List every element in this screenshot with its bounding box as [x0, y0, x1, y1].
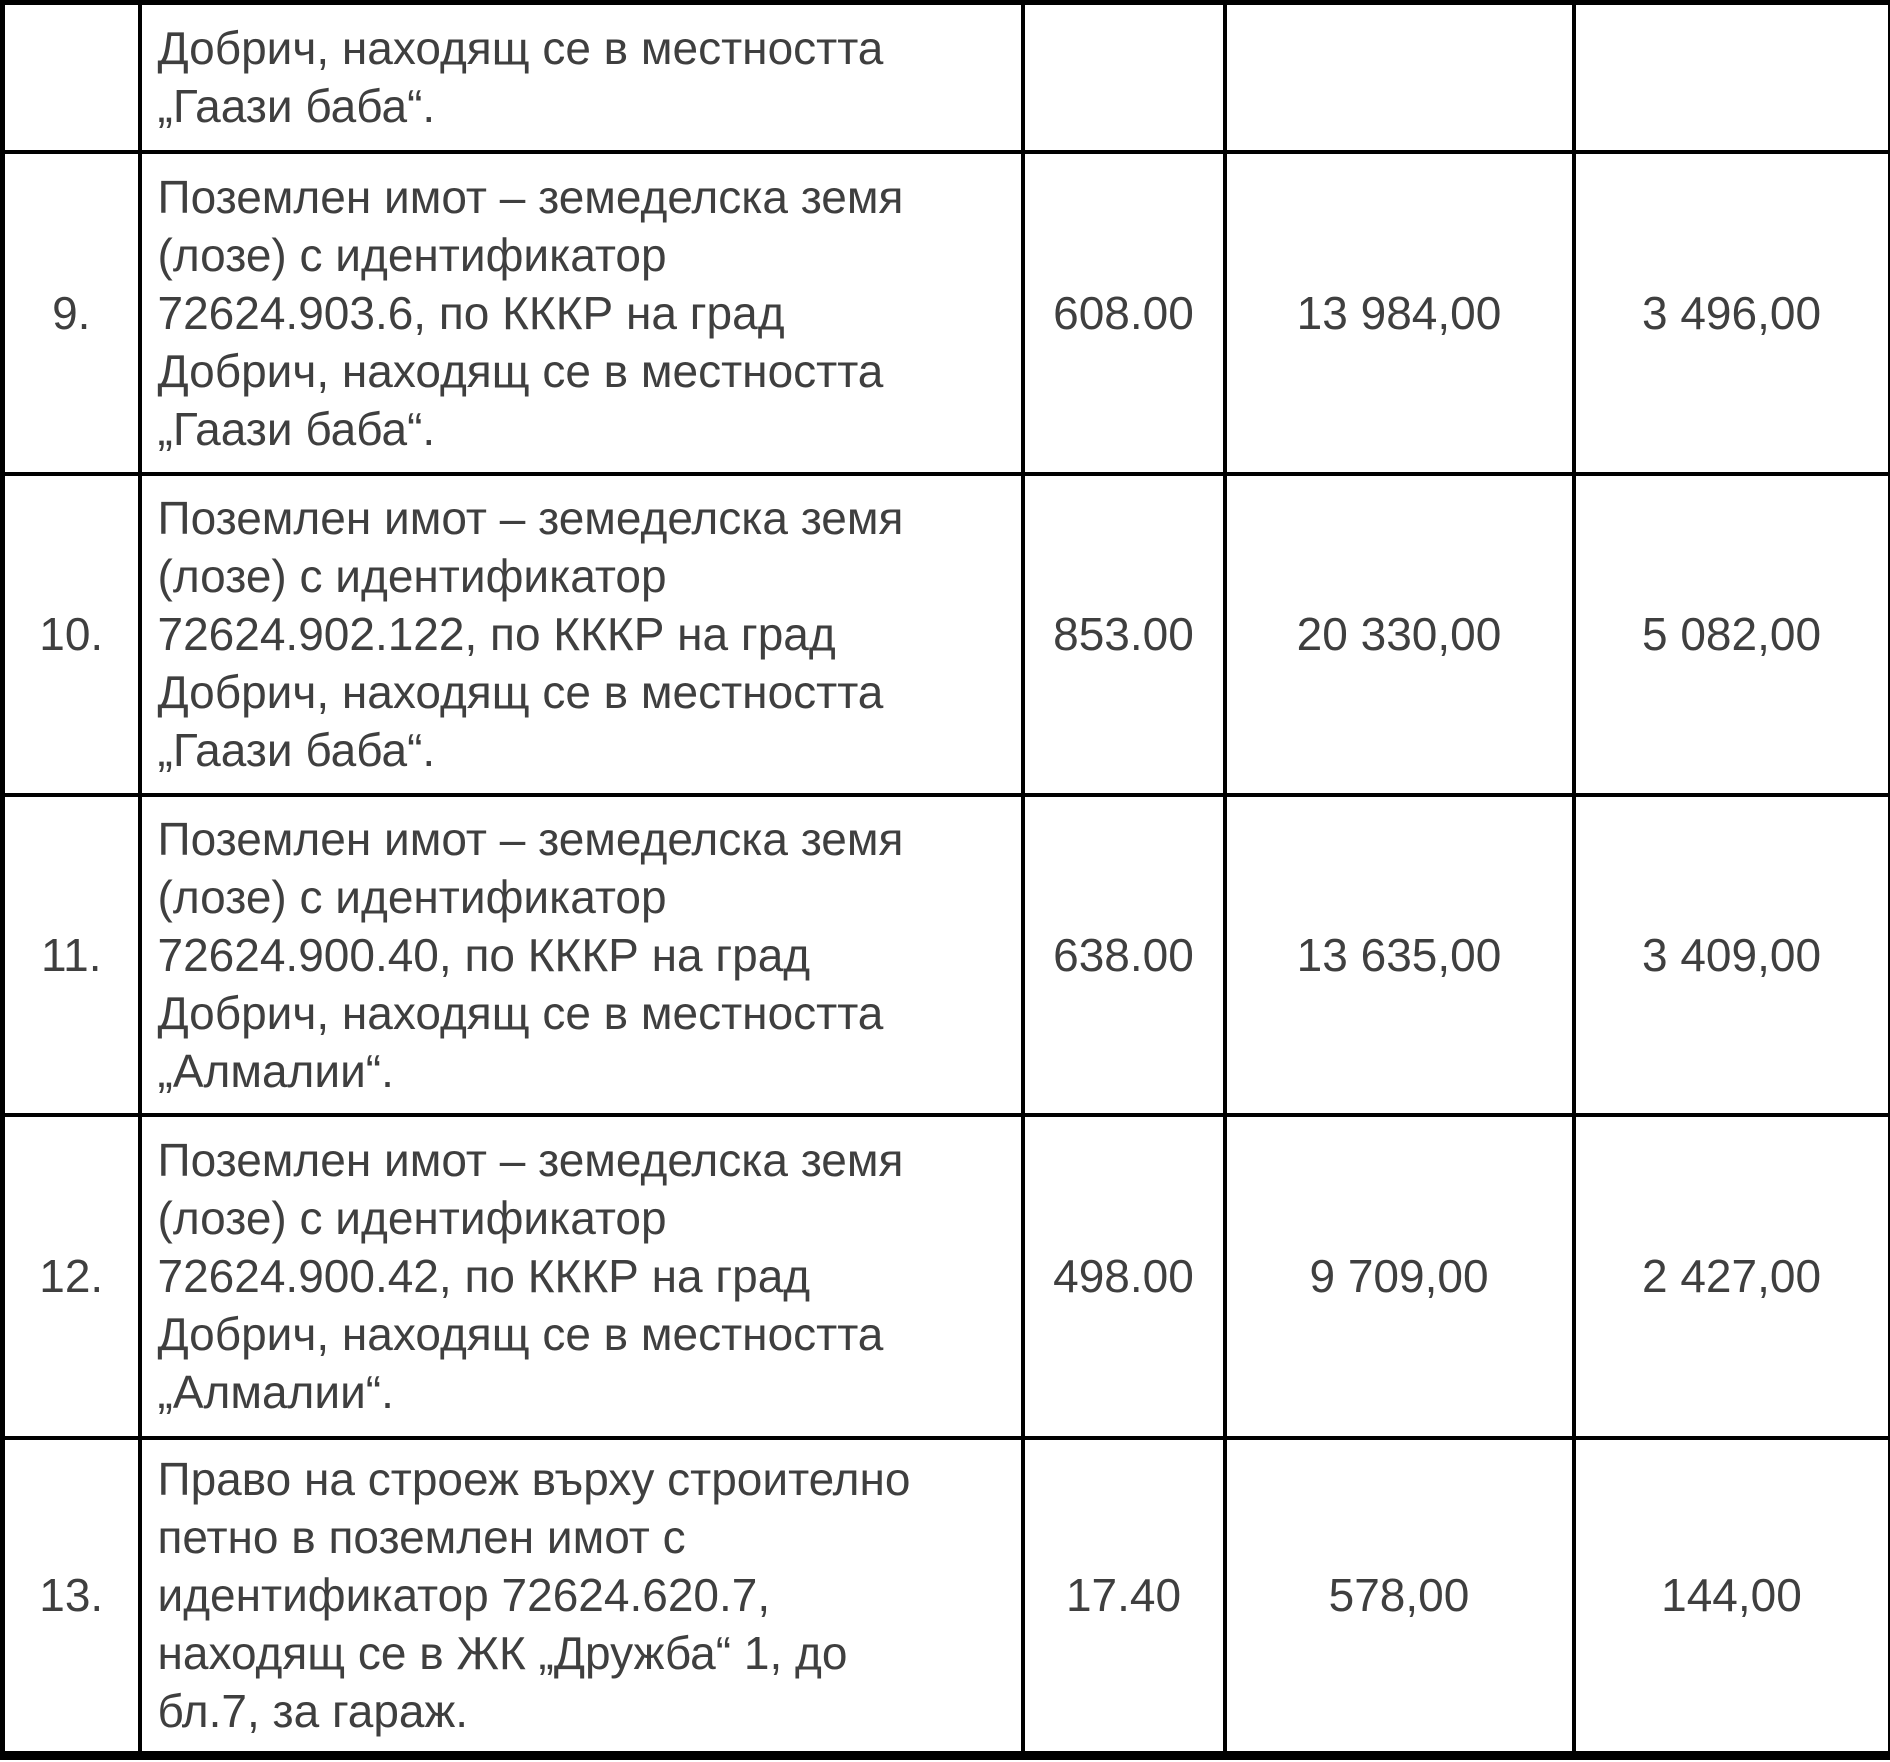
table-row-10	[3, 474, 1890, 795]
amount-cell-1: 13 635,00	[1225, 795, 1574, 1115]
amount-cell-1	[1225, 3, 1574, 152]
row-number-cell: 12.	[3, 1115, 140, 1438]
area-cell: 608.00	[1023, 152, 1225, 474]
area-cell	[1023, 3, 1225, 152]
description-cell: Поземлен имот – земеделска земя (лозе) с идентификатор 72624.900.42, по КККР на град Добрич, находящ се в местността „Алмалии“.	[140, 1115, 1023, 1438]
amount-cell-2: 3 409,00	[1574, 795, 1890, 1115]
area-cell: 853.00	[1023, 474, 1225, 795]
description-cell: Поземлен имот – земеделска земя (лозе) с идентификатор 72624.903.6, по КККР на град Добрич, находящ се в местността „Гаази баба“.	[140, 152, 1023, 474]
row-number-cell: 9.	[3, 152, 140, 474]
row-number-cell: 11.	[3, 795, 140, 1115]
row-number-cell: 13.	[3, 1438, 140, 1756]
table-row-12	[3, 1115, 1890, 1438]
row-number-cell	[3, 3, 140, 152]
amount-cell-2	[1574, 3, 1890, 152]
area-cell: 638.00	[1023, 795, 1225, 1115]
amount-cell-2: 3 496,00	[1574, 152, 1890, 474]
table-row-9	[3, 152, 1890, 474]
description-cell: Право на строеж върху строително петно в поземлен имот с идентификатор 72624.620.7, находящ се в ЖК „Дружба“ 1, до бл.7, за гараж.	[140, 1438, 1023, 1756]
description-cell: Поземлен имот – земеделска земя (лозе) с идентификатор 72624.900.40, по КККР на град Добрич, находящ се в местността „Алмалии“.	[140, 795, 1023, 1115]
description-cell: Поземлен имот – земеделска земя (лозе) с идентификатор 72624.902.122, по КККР на град Добрич, находящ се в местността „Гаази баба“.	[140, 474, 1023, 795]
description-cell: Добрич, находящ се в местността „Гаази баба“.	[140, 3, 1023, 152]
amount-cell-2: 144,00	[1574, 1438, 1890, 1756]
amount-cell-2: 5 082,00	[1574, 474, 1890, 795]
amount-cell-2: 2 427,00	[1574, 1115, 1890, 1438]
amount-cell-1: 13 984,00	[1225, 152, 1574, 474]
area-cell: 17.40	[1023, 1438, 1225, 1756]
table-row-13	[3, 1438, 1890, 1756]
area-cell: 498.00	[1023, 1115, 1225, 1438]
table-row-continuation	[3, 3, 1890, 152]
amount-cell-1: 20 330,00	[1225, 474, 1574, 795]
amount-cell-1: 578,00	[1225, 1438, 1574, 1756]
table-row-11	[3, 795, 1890, 1115]
amount-cell-1: 9 709,00	[1225, 1115, 1574, 1438]
row-number-cell: 10.	[3, 474, 140, 795]
